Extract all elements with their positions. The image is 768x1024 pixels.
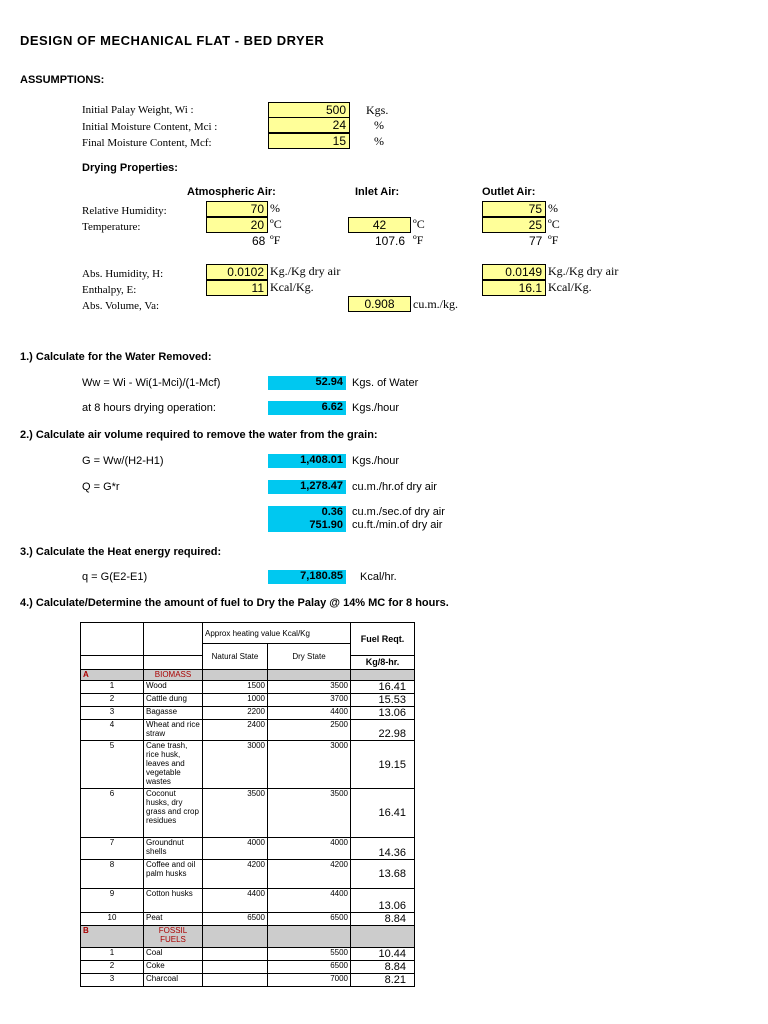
initial-moisture-label: Initial Moisture Content, Mci : <box>82 121 218 133</box>
natural-value: 1000 <box>203 694 268 707</box>
atm-enthalpy-cell[interactable]: 11 <box>206 280 268 296</box>
fuel-reqt-header: Fuel Reqt. <box>351 623 415 656</box>
group-name-biomass: BIOMASS <box>144 670 203 681</box>
group-blank <box>203 670 268 681</box>
outlet-enthalpy-cell[interactable]: 16.1 <box>482 280 546 296</box>
fuel-name: Bagasse <box>144 707 203 720</box>
air-volume-hr-cell[interactable]: 1,278.47 <box>268 480 346 494</box>
natural-value: 3000 <box>203 741 268 789</box>
step1-formula-ww: Ww = Wi - Wi(1-Mci)/(1-Mcf) <box>82 377 221 389</box>
step2-formula-q: Q = G*r <box>82 481 120 493</box>
heating-value-header: Approx heating value Kcal/Kg <box>203 623 351 644</box>
natural-value: 2400 <box>203 720 268 741</box>
air-volume-cfm-cell[interactable]: 751.90 <box>268 519 346 532</box>
table-row <box>81 889 415 913</box>
atmospheric-air-heading: Atmospheric Air: <box>187 186 276 198</box>
inlet-f-unit: ºF <box>413 233 424 247</box>
fuel-req-value: 22.98 <box>351 720 415 741</box>
fuel-table <box>80 622 415 987</box>
water-per-hour-cell[interactable]: 6.62 <box>268 401 346 415</box>
air-volume-cfm-unit: cu.ft./min.of dry air <box>352 519 443 531</box>
step3-heading: 3.) Calculate the Heat energy required: <box>20 546 222 558</box>
dry-value: 4400 <box>268 707 351 720</box>
step2-heading: 2.) Calculate air volume required to remove the water from the grain: <box>20 429 378 441</box>
step1-heading: 1.) Calculate for the Water Removed: <box>20 351 212 363</box>
table-row <box>81 948 415 961</box>
table-row <box>81 838 415 860</box>
water-per-hour-unit: Kgs./hour <box>352 402 400 414</box>
fuel-name: Peat <box>144 913 203 926</box>
table-row <box>81 860 415 889</box>
abs-volume-label: Abs. Volume, Va: <box>82 300 160 312</box>
table-header-blank <box>144 656 203 670</box>
inlet-temp-f: 107.6 <box>375 234 406 248</box>
abs-humidity-label: Abs. Humidity, H: <box>82 268 164 280</box>
fuel-req-value: 15.53 <box>351 694 415 707</box>
outlet-f-unit: ºF <box>548 233 559 247</box>
table-row <box>81 789 415 838</box>
atm-rh-unit: % <box>270 201 280 215</box>
row-number: 4 <box>81 720 144 741</box>
inlet-volume-unit: cu.m./kg. <box>413 297 458 311</box>
natural-value <box>203 948 268 961</box>
water-removed-cell[interactable]: 52.94 <box>268 376 346 390</box>
air-volume-sec-cell[interactable]: 0.36 <box>268 506 346 519</box>
temperature-label: Temperature: <box>82 221 141 233</box>
group-blank <box>351 670 415 681</box>
natural-value: 1500 <box>203 681 268 694</box>
fuel-req-value: 16.41 <box>351 789 415 838</box>
initial-moisture-cell[interactable]: 24 <box>268 117 350 133</box>
atm-temp-f: 68 <box>252 234 266 248</box>
table-header-name <box>144 623 203 656</box>
outlet-humidity-unit: Kg./Kg dry air <box>548 264 619 278</box>
fuel-req-value: 13.06 <box>351 707 415 720</box>
fuel-name: Coke <box>144 961 203 974</box>
table-row <box>81 974 415 987</box>
table-row <box>81 694 415 707</box>
final-moisture-label: Final Moisture Content, Mcf: <box>82 137 212 149</box>
drying-properties-heading: Drying Properties: <box>82 162 178 174</box>
inlet-temp-cell[interactable]: 42 <box>348 217 411 233</box>
outlet-humidity-cell[interactable]: 0.0149 <box>482 264 546 280</box>
row-number: 1 <box>81 681 144 694</box>
dry-value: 4200 <box>268 860 351 889</box>
dry-value: 6500 <box>268 913 351 926</box>
row-number: 8 <box>81 860 144 889</box>
group-name-fossil: FOSSIL FUELS <box>144 926 203 948</box>
atm-humidity-cell[interactable]: 0.0102 <box>206 264 268 280</box>
row-number: 3 <box>81 974 144 987</box>
row-number: 10 <box>81 913 144 926</box>
assumptions-heading: ASSUMPTIONS: <box>20 74 105 86</box>
air-mass-unit: Kgs./hour <box>352 455 400 467</box>
row-number: 1 <box>81 948 144 961</box>
natural-value: 4400 <box>203 889 268 913</box>
fuel-name: Groundnut shells <box>144 838 203 860</box>
natural-value: 2200 <box>203 707 268 720</box>
natural-value: 3500 <box>203 789 268 838</box>
fuel-name: Charcoal <box>144 974 203 987</box>
outlet-temp-cell[interactable]: 25 <box>482 217 546 233</box>
fuel-req-value: 13.06 <box>351 889 415 913</box>
dry-value: 3500 <box>268 789 351 838</box>
natural-value <box>203 974 268 987</box>
fuel-req-value: 8.21 <box>351 974 415 987</box>
fuel-name: Wood <box>144 681 203 694</box>
dry-value: 3700 <box>268 694 351 707</box>
fuel-req-value: 16.41 <box>351 681 415 694</box>
step2-formula-g: G = Ww/(H2-H1) <box>82 455 164 467</box>
table-row <box>81 707 415 720</box>
outlet-air-heading: Outlet Air: <box>482 186 536 198</box>
fuel-req-value: 13.68 <box>351 860 415 889</box>
row-number: 9 <box>81 889 144 913</box>
outlet-c-unit: ºC <box>548 217 560 231</box>
table-row <box>81 913 415 926</box>
group-letter-a: A <box>81 670 144 681</box>
table-header-number <box>81 623 144 656</box>
dry-value: 4000 <box>268 838 351 860</box>
final-moisture-cell[interactable]: 15 <box>268 133 350 149</box>
heat-energy-cell[interactable]: 7,180.85 <box>268 570 346 584</box>
group-blank <box>351 926 415 948</box>
natural-value: 6500 <box>203 913 268 926</box>
fuel-name: Coal <box>144 948 203 961</box>
group-blank <box>203 926 268 948</box>
air-volume-sec-unit: cu.m./sec.of dry air <box>352 506 445 518</box>
row-number: 6 <box>81 789 144 838</box>
inlet-c-unit: ºC <box>413 217 425 231</box>
dry-value: 7000 <box>268 974 351 987</box>
natural-state-header: Natural State <box>203 644 268 670</box>
fuel-req-value: 8.84 <box>351 961 415 974</box>
outlet-temp-f: 77 <box>529 234 543 248</box>
group-blank <box>268 926 351 948</box>
water-removed-unit: Kgs. of Water <box>352 377 419 389</box>
atm-temp-cell[interactable]: 20 <box>206 217 268 233</box>
dry-value: 3500 <box>268 681 351 694</box>
dry-value: 6500 <box>268 961 351 974</box>
fuel-name: Coconut husks, dry grass and crop residues <box>144 789 203 838</box>
air-volume-hr-unit: cu.m./hr.of dry air <box>352 481 437 493</box>
natural-value <box>203 961 268 974</box>
initial-moisture-unit: % <box>374 118 384 132</box>
page-title: DESIGN OF MECHANICAL FLAT - BED DRYER <box>20 33 325 48</box>
step4-heading: 4.) Calculate/Determine the amount of fuel to Dry the Palay @ 14% MC for 8 hours. <box>20 597 449 609</box>
step3-formula-q: q = G(E2-E1) <box>82 571 148 583</box>
row-number: 5 <box>81 741 144 789</box>
final-moisture-unit: % <box>374 134 384 148</box>
table-row <box>81 681 415 694</box>
row-number: 3 <box>81 707 144 720</box>
fuel-req-value: 8.84 <box>351 913 415 926</box>
step1-formula-8hr: at 8 hours drying operation: <box>82 402 216 414</box>
atm-f-unit: ºF <box>270 233 281 247</box>
fuel-name: Cotton husks <box>144 889 203 913</box>
natural-value: 4200 <box>203 860 268 889</box>
atm-humidity-unit: Kg./Kg dry air <box>270 264 341 278</box>
initial-weight-unit: Kgs. <box>366 103 389 117</box>
inlet-volume-cell[interactable]: 0.908 <box>348 296 411 312</box>
atm-enthalpy-unit: Kcal/Kg. <box>270 280 314 294</box>
group-letter-b: B <box>81 926 144 948</box>
fuel-req-value: 14.36 <box>351 838 415 860</box>
fuel-name: Coffee and oil palm husks <box>144 860 203 889</box>
row-number: 2 <box>81 694 144 707</box>
dry-value: 4400 <box>268 889 351 913</box>
air-mass-cell[interactable]: 1,408.01 <box>268 454 346 468</box>
row-number: 2 <box>81 961 144 974</box>
natural-value: 4000 <box>203 838 268 860</box>
group-blank <box>268 670 351 681</box>
outlet-enthalpy-unit: Kcal/Kg. <box>548 280 592 294</box>
fuel-unit-header: Kg/8-hr. <box>351 656 415 670</box>
table-header-blank <box>81 656 144 670</box>
outlet-rh-unit: % <box>548 201 558 215</box>
dry-value: 5500 <box>268 948 351 961</box>
enthalpy-label: Enthalpy, E: <box>82 284 137 296</box>
fuel-name: Cattle dung <box>144 694 203 707</box>
initial-weight-cell[interactable]: 500 <box>268 102 350 118</box>
heat-energy-unit: Kcal/hr. <box>360 571 397 583</box>
initial-weight-label: Initial Palay Weight, Wi : <box>82 104 194 116</box>
fuel-name: Wheat and rice straw <box>144 720 203 741</box>
relative-humidity-label: Relative Humidity: <box>82 205 167 217</box>
table-row <box>81 961 415 974</box>
outlet-rh-cell[interactable]: 75 <box>482 201 546 217</box>
fuel-req-value: 19.15 <box>351 741 415 789</box>
dry-value: 3000 <box>268 741 351 789</box>
fuel-req-value: 10.44 <box>351 948 415 961</box>
atm-rh-cell[interactable]: 70 <box>206 201 268 217</box>
fuel-name: Cane trash, rice husk, leaves and vegetable wastes <box>144 741 203 789</box>
atm-c-unit: ºC <box>270 217 282 231</box>
row-number: 7 <box>81 838 144 860</box>
dry-state-header: Dry State <box>268 644 351 670</box>
inlet-air-heading: Inlet Air: <box>355 186 400 198</box>
table-row <box>81 741 415 789</box>
table-row <box>81 720 415 741</box>
dry-value: 2500 <box>268 720 351 741</box>
